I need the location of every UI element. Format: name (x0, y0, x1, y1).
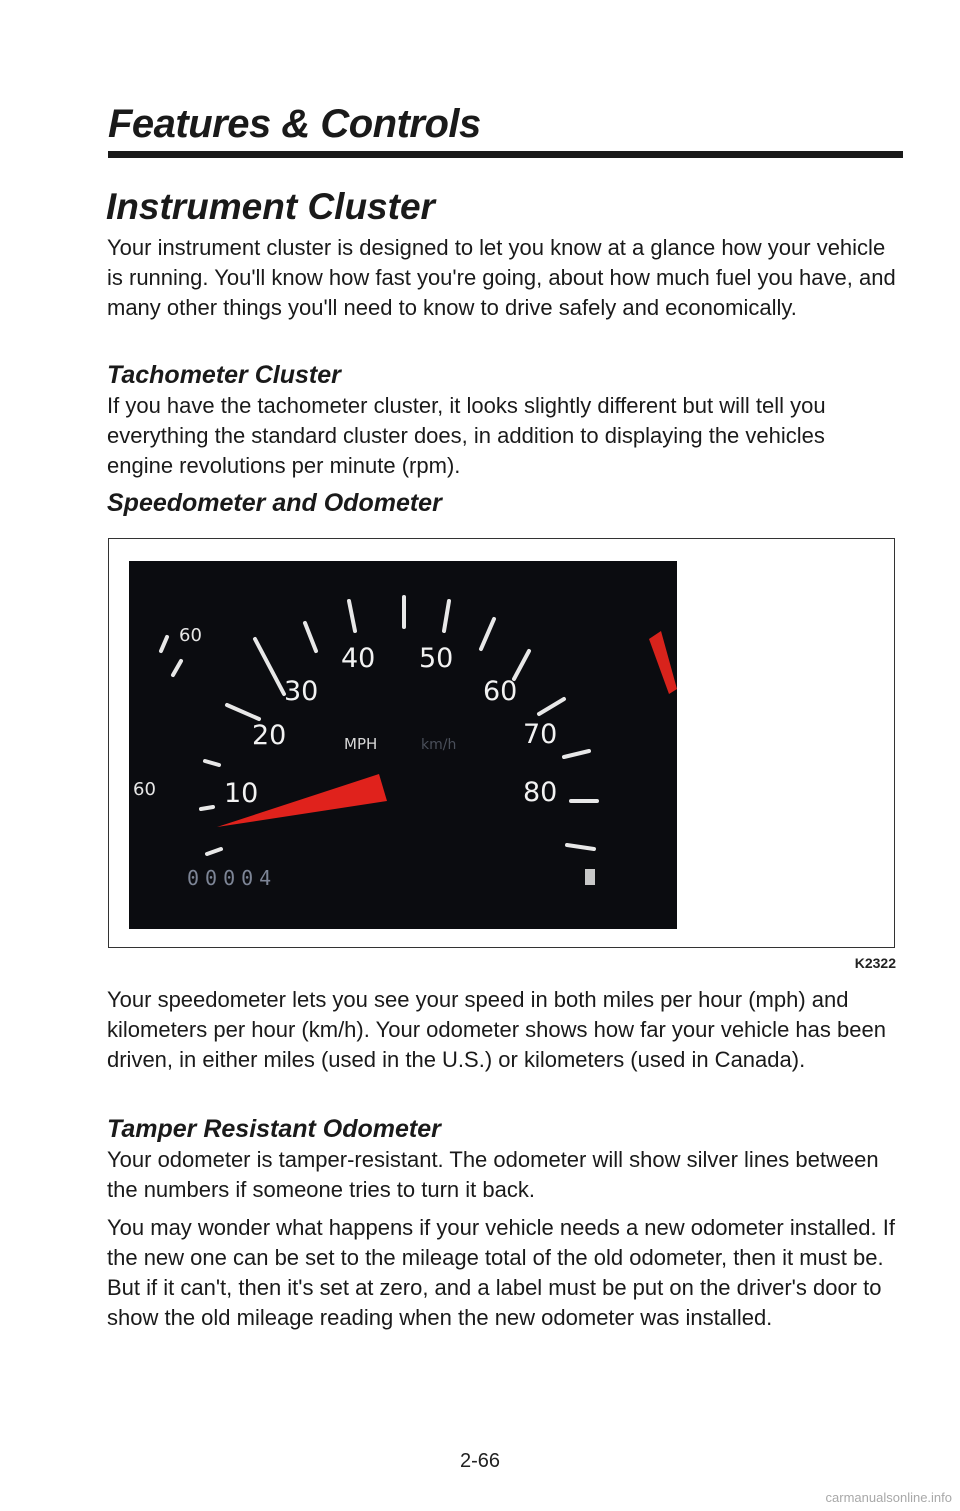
mph-label-70: 70 (523, 719, 558, 750)
speedometer-illustration (109, 539, 896, 949)
left-label-top: 60 (179, 625, 202, 646)
mph-label-50: 50 (419, 643, 454, 674)
unit-mph: MPH (344, 735, 378, 753)
watermark: carmanualsonline.info (825, 1490, 952, 1505)
speedometer-figure (108, 538, 895, 948)
tamper-heading: Tamper Resistant Odometer (107, 1115, 441, 1143)
page-heading: Instrument Cluster (106, 186, 435, 227)
odometer-replacement-paragraph: You may wonder what happens if your vehicle needs a new odometer installed. If the new one can be set to the mileage total of the old odometer, then it must be. But if it can't, then it's set at zero, and a label must be put on the driver's door to show the old mileage reading when the new odometer was installed. (107, 1215, 895, 1330)
mph-label-60: 60 (483, 676, 518, 707)
mph-label-30: 30 (284, 676, 319, 707)
unit-kmh: km/h (421, 737, 457, 753)
odometer-reading: 00004 (187, 866, 278, 890)
tachometer-paragraph: If you have the tachometer cluster, it looks slightly different but will tell you everything the standard cluster does, in addition to displaying the vehicles engine revolutions per minute (rpm). (107, 393, 826, 478)
header-rule (108, 151, 903, 158)
page-number: 2-66 (459, 1450, 501, 1472)
tamper-paragraph: Your odometer is tamper-resistant. The odometer will show silver lines between the numbers if someone tries to turn it back. (107, 1147, 879, 1202)
mph-label-40: 40 (341, 643, 376, 674)
mph-label-20: 20 (252, 720, 287, 751)
speedometer-heading: Speedometer and Odometer (107, 489, 442, 517)
speedometer-paragraph: Your speedometer lets you see your speed in both miles per hour (mph) and kilometers per hour (km/h). Your odometer shows how far your vehicle has been driven, in either miles (used in the U.S.) or kilometers (used in Canada). (107, 987, 886, 1072)
left-label-bottom: 60 (133, 779, 156, 800)
tachometer-heading: Tachometer Cluster (107, 361, 341, 389)
mph-label-80: 80 (523, 777, 558, 808)
section-title: Features & Controls (108, 102, 481, 146)
intro-paragraph: Your instrument cluster is designed to let you know at a glance how your vehicle is running. You'll know how fast you're going, about how much fuel you have, and many other things you'll need to know to drive safely and economically. (107, 235, 896, 320)
figure-code: K2322 (854, 955, 896, 971)
trip-marker (585, 869, 595, 885)
mph-label-10: 10 (224, 778, 259, 809)
